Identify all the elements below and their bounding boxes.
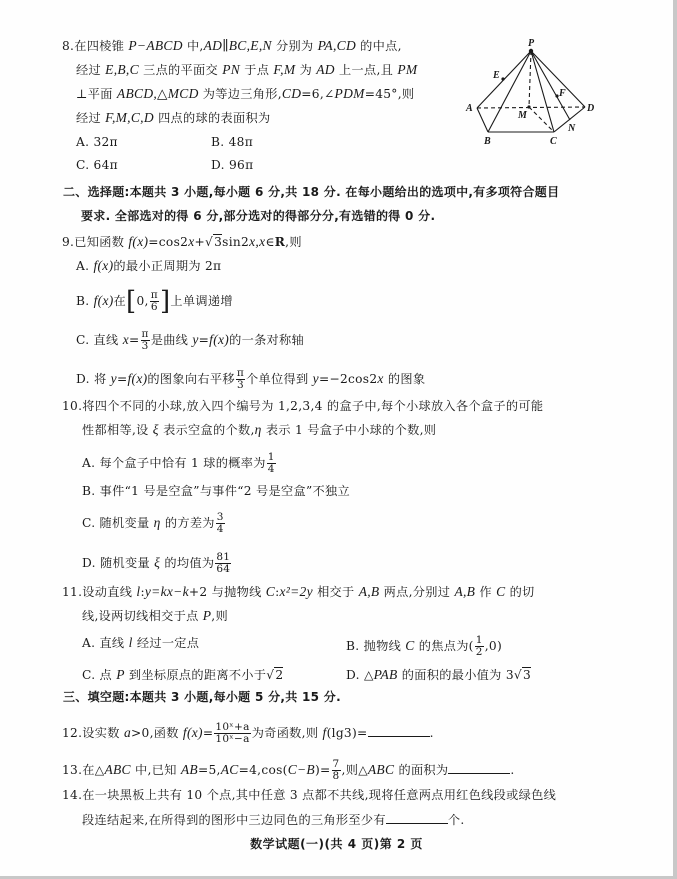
text: 的面积的最小值为 3: [397, 668, 514, 682]
label-a: A: [466, 103, 473, 114]
q10-line-1: [62, 398, 543, 414]
text: =4,cos(: [238, 763, 288, 777]
q8-line-3: [76, 86, 414, 102]
text: .: [510, 763, 515, 777]
text: C. 点: [82, 668, 117, 682]
numerator: 10ˣ+a: [215, 721, 250, 733]
text: 作: [475, 585, 497, 599]
label-d: D: [587, 103, 595, 114]
text: 表示空盒的个数,: [158, 423, 255, 437]
math: x: [188, 234, 195, 249]
text: =5,: [197, 763, 221, 777]
text: ∈: [265, 235, 275, 249]
q8-line-1: [62, 38, 402, 54]
text: =45°,则: [364, 87, 415, 101]
q11-option-b: [346, 635, 502, 658]
q11-line-2: [82, 608, 228, 624]
text: 表示 1 号盒子中小球的个数,则: [261, 423, 437, 437]
fraction: [150, 290, 159, 313]
q9-option-a: [76, 258, 221, 274]
math: f(x): [127, 371, 148, 386]
q9-stem: [62, 234, 302, 250]
text: C. 随机变量: [82, 516, 154, 530]
section-3-header: 三、填空题:本题共 3 小题,每小题 5 分,共 15 分.: [63, 690, 341, 704]
math: l: [128, 635, 133, 650]
math: C: [405, 638, 415, 653]
math: C: [496, 584, 506, 599]
math: PM: [397, 62, 418, 77]
math: ξ: [152, 422, 159, 437]
text: 于点: [240, 63, 274, 77]
sqrt-sign: √: [513, 668, 522, 682]
text: 个单位得到: [246, 372, 313, 386]
text: ,则: [285, 235, 302, 249]
text: 在△: [82, 763, 105, 777]
denominator: 6: [150, 301, 158, 313]
text: +2 与抛物线: [188, 585, 266, 599]
text: 上单调递增: [170, 294, 233, 308]
section-2-header-line-2: 要求. 全部选对的得 6 分,部分选对的得部分分,有选错的得 0 分.: [81, 209, 436, 223]
question-number: 11.: [62, 585, 83, 599]
denominator: 3: [236, 379, 244, 391]
math: PN: [222, 62, 241, 77]
answer-blank[interactable]: [386, 811, 448, 824]
q8-line-2: [76, 62, 417, 78]
math: x,x: [249, 234, 266, 249]
text: (lg3)=: [326, 726, 368, 740]
text: 的中点,: [356, 39, 402, 53]
math: a: [123, 725, 131, 740]
fraction: [236, 368, 245, 391]
text: :: [140, 585, 145, 599]
page-footer: 数学试题(一)(共 4 页)第 2 页: [250, 837, 423, 851]
text: 为奇函数,则: [251, 726, 323, 740]
sqrt-sign: √: [205, 235, 214, 249]
math: y: [110, 371, 117, 386]
denominator: 4: [216, 523, 224, 535]
text: )=: [314, 763, 331, 777]
q10-option-c: [82, 512, 226, 535]
math: A,B: [454, 584, 476, 599]
pyramid-diagram: [455, 28, 615, 153]
text: 将四个不同的小球,放入四个编号为 1,2,3,4 的盒子中,每个小球放入各个盒子的可能: [82, 399, 544, 413]
text: 个.: [447, 813, 465, 827]
math: η: [153, 515, 161, 530]
text: 在: [113, 294, 127, 308]
denominator: 10ˣ−a: [215, 733, 250, 745]
text: 0,: [136, 294, 149, 308]
text: 相交于: [312, 585, 359, 599]
q10-option-b: B. 事件“1 号是空盒”与事件“2 号是空盒”不独立: [82, 484, 350, 498]
label-c: C: [550, 136, 557, 147]
math: P: [202, 608, 212, 623]
text: .: [429, 726, 434, 740]
text: 的图象: [383, 372, 426, 386]
text: 的面积为: [394, 763, 449, 777]
text: 中,: [182, 39, 204, 53]
text: C. 直线: [76, 333, 123, 347]
text: sin2: [222, 235, 250, 249]
text: =: [202, 726, 214, 740]
label-e: E: [493, 70, 500, 81]
math: AD∥BC,E,N: [203, 38, 272, 53]
text: 的均值为: [160, 556, 215, 570]
text: =cos2: [148, 235, 189, 249]
math: P−ABCD: [128, 38, 183, 53]
math: f(x): [93, 258, 114, 273]
text: 上一点,且: [334, 63, 398, 77]
text: 是曲线: [150, 333, 193, 347]
math: A,B: [358, 584, 380, 599]
text: 为等边三角形,: [198, 87, 282, 101]
text: 中,已知: [130, 763, 181, 777]
denominator: 4: [267, 463, 275, 475]
answer-blank[interactable]: [448, 761, 510, 774]
reals-symbol: R: [274, 235, 286, 249]
text: A. 直线: [82, 636, 129, 650]
text: 为: [295, 63, 317, 77]
q9-option-d: [76, 368, 425, 391]
text: 的最小正周期为 2π: [113, 259, 222, 273]
math: PA,CD: [317, 38, 356, 53]
math: x: [122, 332, 129, 347]
math: f: [322, 725, 327, 740]
text: 在一块黑板上共有 10 个点,其中任意 3 点都不共线,现将任意两点用红色线段或绿色线: [82, 788, 557, 802]
text: 经过: [76, 111, 106, 125]
numerator: π: [150, 289, 158, 301]
math: C−B: [287, 762, 315, 777]
sqrt-radicand: 3: [522, 668, 532, 682]
question-12: [62, 722, 434, 745]
denominator: 64: [216, 563, 231, 575]
text: 的方差为: [160, 516, 215, 530]
q10-option-a: [82, 452, 277, 475]
text: 的切: [505, 585, 535, 599]
q8-option-b: B. 48π: [211, 135, 254, 149]
text: 经过一定点: [132, 636, 200, 650]
question-14-line-1: [62, 787, 556, 803]
math: x: [377, 371, 384, 386]
math: CD: [281, 86, 302, 101]
fraction: [216, 512, 225, 535]
denominator: 3: [141, 340, 149, 352]
math: PDM: [334, 86, 365, 101]
q9-option-c: [76, 329, 304, 352]
question-number: 9.: [62, 235, 75, 249]
math: y=kx−k: [144, 584, 189, 599]
text: 的一条对称轴: [229, 333, 305, 347]
text: 性都相等,设: [82, 423, 153, 437]
text: B.: [76, 294, 94, 308]
text: 段连结起来,在所得到的图形中三边同色的三角形至少有: [82, 813, 386, 827]
math: E,B,C: [105, 62, 139, 77]
text: 设实数: [82, 726, 124, 740]
math: F,M: [273, 62, 296, 77]
math: ABCD,△MCD: [116, 86, 199, 101]
q8-option-a: A. 32π: [76, 135, 118, 149]
sqrt-radicand: 3: [214, 235, 223, 249]
math: x²=2y: [279, 584, 313, 599]
section-2-header-line-1: 二、选择题:本题共 3 小题,每小题 6 分,共 18 分. 在每小题给出的选项中,有多项符合题目: [63, 185, 560, 199]
q9-option-b: [76, 286, 233, 317]
fraction: [475, 635, 484, 658]
math: f(x): [209, 332, 230, 347]
text: 分别为: [271, 39, 318, 53]
math: AB: [180, 762, 198, 777]
q11-option-d: [346, 667, 531, 683]
numerator: π: [141, 328, 149, 340]
text: D. 将: [76, 372, 111, 386]
math: f(x): [128, 234, 149, 249]
text: 已知函数: [74, 235, 129, 249]
math: ξ: [154, 555, 161, 570]
question-number: 12.: [62, 726, 83, 740]
text: 四点的球的表面积为: [153, 111, 271, 125]
text: A. 每个盒子中恰有 1 球的概率为: [82, 456, 266, 470]
label-m: M: [518, 110, 527, 121]
math: η: [254, 422, 262, 437]
label-b: B: [484, 136, 491, 147]
text: 设动直线: [82, 585, 137, 599]
text: >0,函数: [131, 726, 183, 740]
text: D. △: [346, 668, 374, 682]
text: ⊥平面: [76, 87, 117, 101]
fraction: [332, 759, 341, 782]
sqrt-radicand: 2: [275, 668, 284, 682]
text: ,则△: [341, 763, 368, 777]
question-number: 8.: [62, 39, 75, 53]
numerator: 7: [332, 758, 340, 770]
q8-line-4: [76, 110, 270, 126]
math: y: [192, 332, 199, 347]
text: 两点,分别过: [379, 585, 455, 599]
question-14-line-2: [82, 811, 465, 828]
text: :: [275, 585, 280, 599]
text: 的焦点为(: [414, 639, 474, 653]
q8-option-c: C. 64π: [76, 158, 118, 172]
math: f(x): [182, 725, 203, 740]
right-bracket: ]: [159, 286, 171, 317]
fraction: [214, 722, 250, 745]
fraction: [215, 552, 231, 575]
q10-option-d: [82, 552, 232, 575]
q11-option-c: [82, 667, 283, 683]
text: =: [198, 333, 210, 347]
question-number: 13.: [62, 763, 83, 777]
text: =: [128, 333, 140, 347]
math: F,M,C,D: [105, 110, 154, 125]
text: 三点的平面交: [138, 63, 223, 77]
numerator: π: [236, 367, 245, 379]
fraction: [267, 452, 276, 475]
q11-option-a: [82, 635, 199, 651]
math: ABC: [367, 762, 395, 777]
text: B. 抛物线: [346, 639, 406, 653]
text: ,则: [211, 609, 228, 623]
text: 经过: [76, 63, 106, 77]
label-n: N: [568, 123, 576, 134]
sqrt-sign: √: [266, 668, 275, 682]
q11-line-1: [62, 584, 535, 600]
q8-option-d: D. 96π: [211, 158, 254, 172]
math: AC: [220, 762, 239, 777]
question-13: [62, 759, 515, 782]
fraction: [141, 329, 150, 352]
math: PAB: [373, 667, 398, 682]
denominator: 8: [332, 770, 340, 782]
text: 到坐标原点的距离不小于: [124, 668, 267, 682]
text: 在四棱锥: [74, 39, 129, 53]
text: D. 随机变量: [82, 556, 155, 570]
text: =6,∠: [301, 87, 335, 101]
math: P: [116, 667, 125, 682]
answer-blank[interactable]: [368, 724, 430, 737]
text: A.: [76, 259, 94, 273]
text: 线,设两切线相交于点: [82, 609, 203, 623]
denominator: 2: [475, 646, 483, 658]
math: C: [265, 584, 276, 599]
math: AD: [316, 62, 335, 77]
text: ,0): [484, 639, 503, 653]
numerator: 1: [267, 451, 275, 463]
math: f(x): [93, 293, 114, 308]
label-f: F: [559, 88, 566, 99]
text: +: [194, 235, 205, 249]
math: ABC: [104, 762, 131, 777]
math: l: [136, 584, 141, 599]
text: =−2cos2: [318, 372, 378, 386]
q10-line-2: [82, 422, 436, 438]
math: y: [312, 371, 319, 386]
numerator: 1: [475, 634, 483, 646]
text: =: [116, 372, 128, 386]
numerator: 3: [216, 511, 224, 523]
text: 的图象向右平移: [147, 372, 235, 386]
question-number: 10.: [62, 399, 83, 413]
question-number: 14.: [62, 788, 83, 802]
left-bracket: [: [126, 286, 137, 317]
numerator: 81: [216, 551, 231, 563]
label-p: P: [528, 38, 535, 49]
